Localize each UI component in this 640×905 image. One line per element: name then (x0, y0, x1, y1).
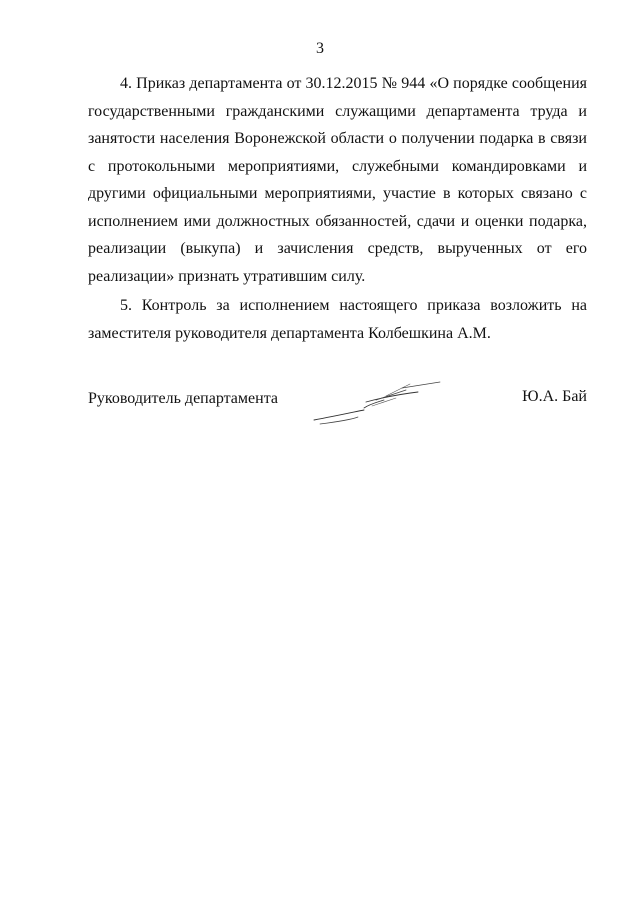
page-number: 3 (316, 40, 324, 57)
paragraph-item-5: 5. Контроль за исполнением настоящего приказа возложить на заместителя руководителя департамента Колбешкина А.М. (88, 297, 587, 342)
signatory-name: Ю.А. Бай (522, 388, 587, 405)
document-body (88, 70, 587, 347)
paragraph-item-4: 4. Приказ департамента от 30.12.2015 № 944 «О порядке сообщения государственными гражданскими служащими департамента труда и занятости населения Воронежской области о получении подарка в связи с протокольными мероприятиями, служебными командировками и другими официальными мероприятиями, участие в которых связано с исполнением ими должностных обязанностей, сдачи и оценки подарка, реализации (выкупа) и зачисления средств, вырученных от его реализации» признать утратившим силу. (88, 75, 587, 285)
signatory-position: Руководитель департамента (88, 390, 278, 407)
handwritten-signature-icon (306, 380, 456, 430)
signature-block (88, 388, 587, 438)
